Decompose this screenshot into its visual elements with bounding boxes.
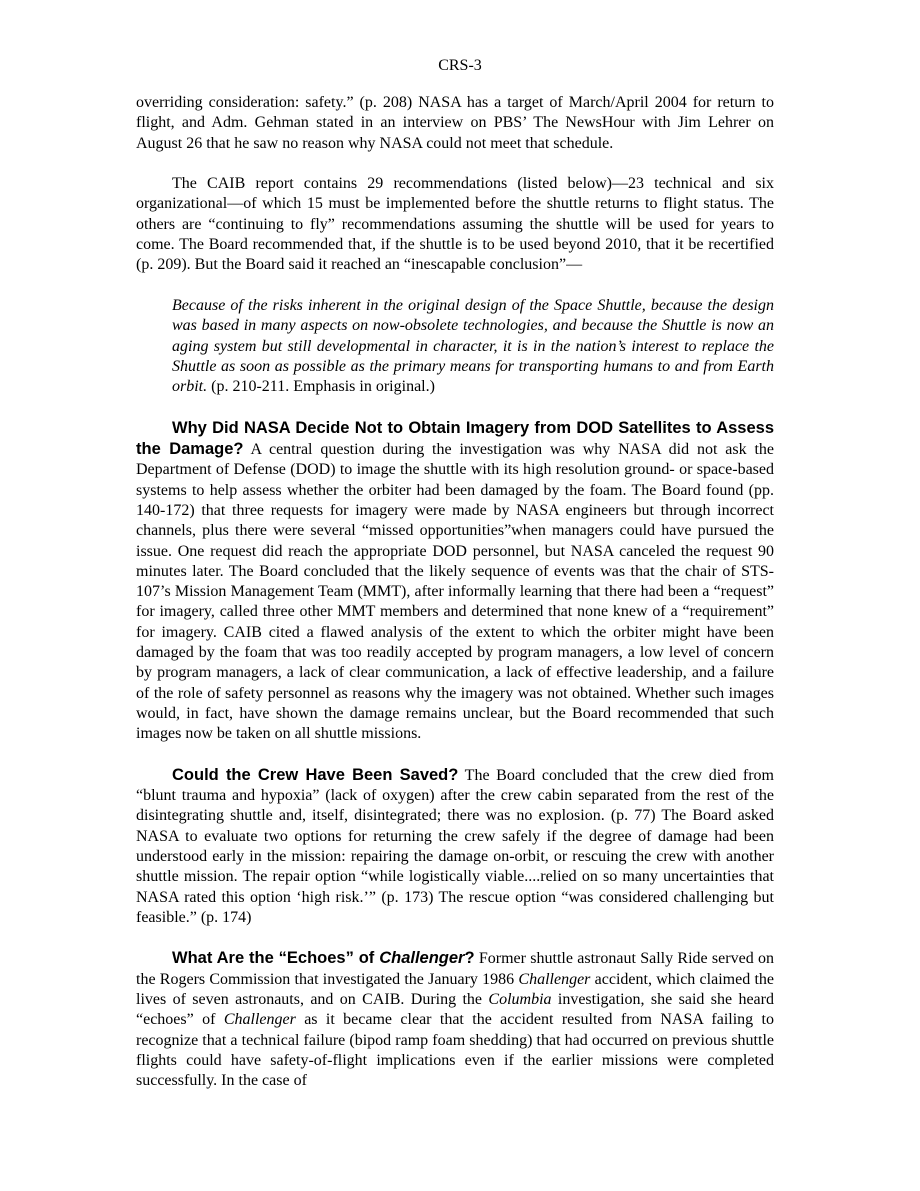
- page-header: CRS-3: [438, 57, 482, 74]
- echoes-em-2: Columbia: [488, 991, 552, 1009]
- echoes-body-1: Former shuttle astronaut Sally Ride served on the Rogers Commission that investigated the January 1986: [136, 950, 775, 988]
- section-heading-crew: Could the Crew Have Been Saved?: [172, 765, 459, 784]
- quote-text: Because of the risks inherent in the original design of the Space Shuttle, because the design was based in many aspects on now-obsolete technologies, and because the Shuttle is now an aging system but still developmental in character, it is in the nation’s interest to replace the Shuttle as soon as possible as the primary means for transporting humans to and from Earth orbit.: [172, 296, 774, 396]
- echoes-body-3: investigation, she said she heard “echoes” of: [136, 991, 774, 1029]
- echoes-em-3: Challenger: [223, 1011, 296, 1029]
- body-text: [136, 93, 774, 1092]
- section-echoes: [136, 948, 774, 1091]
- paragraph-2: The CAIB report contains 29 recommendations (listed below)—23 technical and six organizational—of which 15 must be implemented before the shuttle returns to flight status. The others are “continuing to fly” recommendations assuming the shuttle will be used for years to come. The Board recommended that, if the shuttle is to be used beyond 2010, that it be recertified (p. 209). But the Board said it reached an “inescapable conclusion”—: [136, 175, 774, 274]
- heading-echoes-em: Challenger: [379, 949, 465, 968]
- section-heading-echoes: [172, 949, 475, 967]
- section-body-crew: The Board concluded that the crew died from “blunt trauma and hypoxia” (lack of oxygen) after the crew cabin separated from the rest of the disintegrating shuttle and, itself, disintegrated; there was no explosion. (p. 77) The Board asked NASA to evaluate two options for returning the crew safely if the degree of damage had been understood early in the mission: repairing the damage on-orbit, or rescuing the crew with another shuttle mission. The repair option “while logistically viable....relied on so many uncertainties that NASA rated this option ‘high risk.’” (p. 173) The rescue option “was considered challenging but feasible.” (p. 174): [136, 766, 774, 926]
- echoes-body-4: as it became clear that the accident resulted from NASA failing to recognize that a technical failure (bipod ramp foam shedding) that had occurred on previous shuttle flights could have safety-of-flight implications even if the earlier missions were completed successfully. In the case of: [136, 1011, 775, 1090]
- block-quote: [172, 296, 774, 397]
- section-heading-imagery: Why Did NASA Decide Not to Obtain Imagery from DOD Satellites to Assess the Damage?: [136, 418, 774, 459]
- paragraph-1: overriding consideration: safety.” (p. 208) NASA has a target of March/April 2004 for return to flight, and Adm. Gehman stated in an interview on PBS’ The NewsHour with Jim Lehrer on August 26 that he saw no reason why NASA could not meet that schedule.: [136, 94, 774, 152]
- heading-echoes-post: ?: [464, 949, 475, 968]
- section-imagery: [136, 418, 774, 745]
- heading-echoes-pre: What Are the “Echoes” of: [172, 949, 380, 968]
- echoes-em-1: Challenger: [518, 970, 591, 988]
- echoes-body-2: accident, which claimed the lives of seven astronauts, and on CAIB. During the: [136, 970, 774, 1009]
- section-crew: [136, 765, 774, 928]
- section-body-imagery: A central question during the investigation was why NASA did not ask the Department of Defense (DOD) to image the shuttle with its high resolution ground- or space-based systems to help assess whether the orbiter had been damaged by the foam. The Board found (pp. 140-172) that three requests for imagery were made by NASA engineers but through incorrect channels, plus there were several “missed opportunities”when managers could have pursued the issue. One request did reach the appropriate DOD personnel, but NASA canceled the request 90 minutes later. The Board concluded that the likely sequence of events was that the chair of STS-107’s Mission Management Team (MMT), after informally learning that there had been a “request” for imagery, called three other MMT members and determined that none knew of a “requirement” for imagery. CAIB cited a flawed analysis of the extent to which the orbiter might have been damaged by the foam that was too readily accepted by program managers, a low level of concern by program managers, a lack of clear communication, a lack of effective leadership, and a failure of the role of safety personnel as reasons why the imagery was not obtained. Whether such images would, in fact, have shown the damage remains unclear, but the Board recommended that such images now be taken on all shuttle missions.: [136, 441, 775, 743]
- quote-citation: (p. 210-211. Emphasis in original.): [207, 378, 435, 396]
